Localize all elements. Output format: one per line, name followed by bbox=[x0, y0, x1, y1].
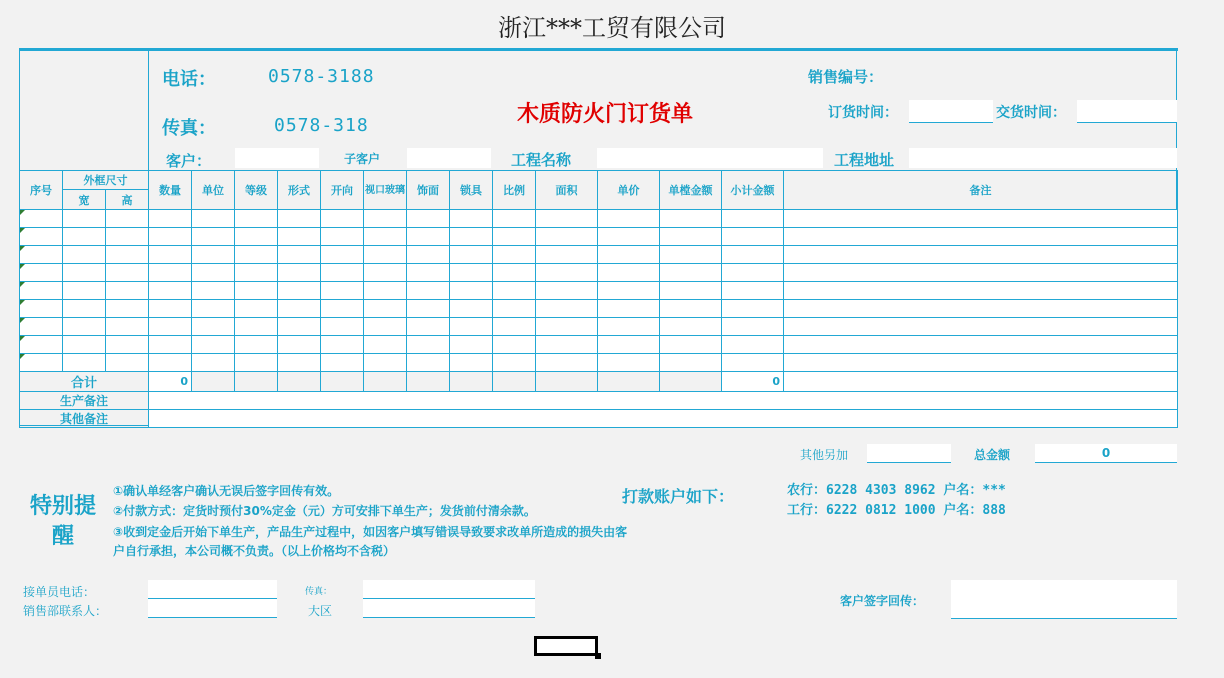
reminder-line-4: 户自行承担，本公司概不负责。（以上价格均不含税） bbox=[113, 544, 396, 558]
header-outer-size: 外框尺寸 bbox=[63, 171, 149, 190]
region-field[interactable] bbox=[363, 599, 535, 618]
header-unit: 单位 bbox=[192, 171, 235, 210]
table-row[interactable] bbox=[20, 300, 1178, 318]
sales-no-label: 销售编号： bbox=[808, 68, 884, 86]
fill-handle[interactable] bbox=[595, 653, 601, 659]
header-width: 宽 bbox=[63, 190, 106, 210]
header-single-door-amount: 单樘金额 bbox=[660, 171, 722, 210]
order-taker-phone-label: 接单员电话： bbox=[23, 585, 96, 599]
table-row[interactable] bbox=[20, 336, 1178, 354]
production-note-row bbox=[20, 392, 1178, 410]
comment-marker bbox=[20, 318, 25, 323]
payment-title: 打款账户如下： bbox=[622, 487, 735, 506]
phone-label: 电话： bbox=[162, 69, 216, 90]
company-title: 浙江***工贸有限公司 bbox=[498, 14, 726, 42]
delivery-time-field[interactable] bbox=[1077, 100, 1177, 123]
comment-marker bbox=[20, 282, 25, 287]
table-row[interactable] bbox=[20, 228, 1178, 246]
customer-sign-label: 客户签字回传： bbox=[840, 594, 925, 608]
other-note-field[interactable] bbox=[149, 410, 1178, 428]
project-address-field[interactable] bbox=[909, 148, 1177, 168]
other-note-row bbox=[20, 410, 1178, 428]
project-address-label: 工程地址 bbox=[834, 151, 895, 169]
fax-label: 传真： bbox=[162, 118, 216, 139]
production-note-field[interactable] bbox=[149, 392, 1178, 410]
project-name-field[interactable] bbox=[597, 148, 823, 168]
sub-customer-label: 子客户 bbox=[344, 152, 381, 166]
delivery-time-label: 交货时间： bbox=[996, 105, 1066, 121]
table-row[interactable] bbox=[20, 354, 1178, 372]
grand-total-label: 总金额 bbox=[974, 448, 1011, 462]
logo-cell-divider bbox=[148, 51, 149, 171]
sales-contact-field[interactable] bbox=[148, 599, 277, 618]
comment-marker bbox=[20, 210, 25, 215]
comment-marker bbox=[20, 264, 25, 269]
table-row[interactable] bbox=[20, 282, 1178, 300]
header-lock: 锁具 bbox=[450, 171, 493, 210]
total-qty[interactable]: 0 bbox=[149, 372, 192, 392]
project-name-label: 工程名称 bbox=[511, 151, 572, 169]
comment-marker bbox=[20, 300, 25, 305]
order-taker-phone-field[interactable] bbox=[148, 580, 277, 599]
total-row bbox=[20, 372, 1178, 392]
header-qty: 数量 bbox=[149, 171, 192, 210]
header-height: 高 bbox=[106, 190, 149, 210]
comment-marker bbox=[20, 336, 25, 341]
reminder-line-2: ②付款方式：定货时预付30%定金（元）方可安排下单生产；发货前付清余款。 bbox=[113, 504, 536, 518]
footer-fax-label: 传真： bbox=[305, 587, 333, 597]
bank-account-1: 农行：6228 4303 8962 户名：*** bbox=[787, 483, 1006, 498]
order-form-title: 木质防火门订货单 bbox=[517, 102, 694, 127]
phone-value: 0578-3188 bbox=[268, 66, 375, 87]
total-label: 合计 bbox=[20, 372, 149, 392]
table-row[interactable] bbox=[20, 318, 1178, 336]
footer-fax-field[interactable] bbox=[363, 580, 535, 599]
other-add-field[interactable] bbox=[867, 444, 951, 463]
comment-marker bbox=[20, 228, 25, 233]
production-note-label: 生产备注 bbox=[20, 392, 149, 410]
header-opening: 开向 bbox=[321, 171, 364, 210]
grand-total-value[interactable]: 0 bbox=[1035, 444, 1177, 463]
table-row[interactable] bbox=[20, 210, 1178, 228]
header-area: 面积 bbox=[536, 171, 598, 210]
header-subtotal-amount: 小计金额 bbox=[722, 171, 784, 210]
active-cell-cursor[interactable] bbox=[534, 636, 598, 656]
comment-marker bbox=[20, 246, 25, 251]
header-finish: 饰面 bbox=[407, 171, 450, 210]
header-form: 形式 bbox=[278, 171, 321, 210]
customer-field[interactable] bbox=[235, 148, 319, 168]
reminder-line-3: ③收到定金后开始下单生产，产品生产过程中，如因客户填写错误导致要求改单所造成的损失由客 bbox=[113, 525, 628, 539]
sales-contact-label: 销售部联系人： bbox=[23, 604, 108, 618]
reminder-title: 特别提醒 bbox=[29, 494, 96, 549]
region-label: 大区 bbox=[308, 604, 333, 618]
customer-label: 客户： bbox=[166, 152, 212, 170]
header-seq: 序号 bbox=[20, 171, 63, 210]
table-row[interactable] bbox=[20, 264, 1178, 282]
customer-sign-field[interactable] bbox=[951, 580, 1177, 619]
order-time-label: 订货时间： bbox=[828, 105, 898, 121]
header-unit-price: 单价 bbox=[598, 171, 660, 210]
total-amount[interactable]: 0 bbox=[722, 372, 784, 392]
other-add-label: 其他另加 bbox=[800, 448, 849, 462]
fax-value: 0578-318 bbox=[274, 115, 369, 136]
reminder-line-1: ①确认单经客户确认无误后签字回传有效。 bbox=[113, 484, 340, 498]
header-window-glass: 视口玻璃 bbox=[364, 171, 407, 210]
order-time-field[interactable] bbox=[909, 100, 993, 123]
header-grade: 等级 bbox=[235, 171, 278, 210]
header-remark: 备注 bbox=[784, 171, 1178, 210]
sub-customer-field[interactable] bbox=[407, 148, 491, 168]
table-row[interactable] bbox=[20, 246, 1178, 264]
other-note-label: 其他备注 bbox=[20, 410, 149, 428]
comment-marker bbox=[20, 354, 25, 359]
header-ratio: 比例 bbox=[493, 171, 536, 210]
order-items-table bbox=[19, 170, 1178, 428]
bank-account-2: 工行：6222 0812 1000 户名：888 bbox=[787, 503, 1006, 518]
